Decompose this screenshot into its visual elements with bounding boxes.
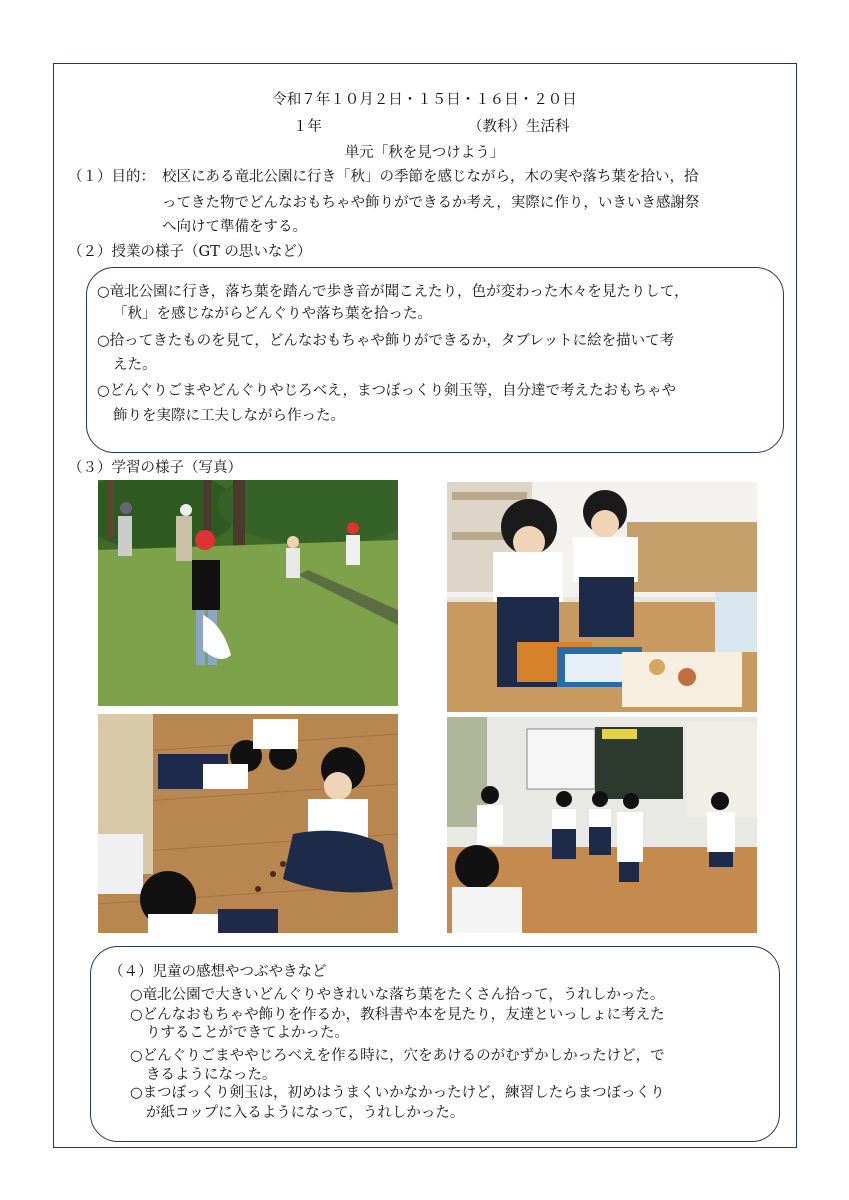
section4-line-6: ○まつぼっくり剣玉は，初めはうまくいかなかったけど，練習したらまつぼっくり [130, 1085, 665, 1101]
section2-label: （２）授業の様子（GT の思いなど） [68, 244, 312, 260]
section1-label: （１）目的： [68, 169, 155, 185]
section2-line-6: 飾りを実際に工夫しながら作った。 [113, 408, 345, 424]
section2-line-4: えた。 [113, 357, 157, 373]
section4-line-3: りすることができてよかった。 [146, 1025, 349, 1041]
unit-title: 単元「秋を見つけよう」 [344, 145, 505, 161]
section1-line-3: へ向けて準備をする。 [162, 219, 307, 235]
photo-spinning-tops [98, 714, 398, 933]
section4-line-7: が紙コップに入るようになって，うれしかった。 [146, 1105, 465, 1121]
section4-line-4: ○どんぐりごまややじろべえを作る時に，穴をあけるのがむずかしかったけど，で [130, 1048, 665, 1064]
subject-label: （教科）生活科 [468, 119, 570, 135]
section2-line-2: 「秋」を感じながらどんぐりや落ち葉を拾った。 [113, 306, 432, 322]
section3-label: （３）学習の様子（写真） [68, 460, 242, 476]
section1-line-2: ってきた物でどんなおもちゃや飾りができるか考え，実際に作り，いきいき感謝祭 [162, 195, 700, 211]
section4-line-2: ○どんなおもちゃや飾りを作るか，教科書や本を見たり，友達といっしょに考えた [130, 1007, 665, 1023]
section2-line-3: ○拾ってきたものを見て，どんなおもちゃや飾りができるか，タブレットに絵を描いて考 [97, 333, 675, 349]
photo-tablet-drawing [447, 482, 757, 712]
section4-line-5: きるようになった。 [146, 1067, 277, 1083]
photo-park [98, 480, 398, 706]
section2-line-1: ○竜北公園に行き，落ち葉を踏んで歩き音が聞こえたり，色が変わった木々を見たりして， [97, 284, 689, 300]
photo-kendama [447, 717, 757, 933]
section4-label: （４）児童の感想やつぶやきなど [109, 964, 327, 980]
section1-line-1: 校区にある竜北公園に行き「秋」の季節を感じながら，木の実や落ち葉を拾い，拾 [162, 169, 699, 185]
date-line: 令和７年１０月２日・１５日・１６日・２０日 [272, 92, 577, 108]
section4-line-1: ○竜北公園で大きいどんぐりやきれいな落ち葉をたくさん拾って，うれしかった。 [130, 987, 665, 1003]
section2-line-5: ○どんぐりごまやどんぐりやじろべえ，まつぼっくり剣玉等，自分達で考えたおもちゃや [97, 383, 677, 399]
grade-label: １年 [293, 119, 322, 135]
